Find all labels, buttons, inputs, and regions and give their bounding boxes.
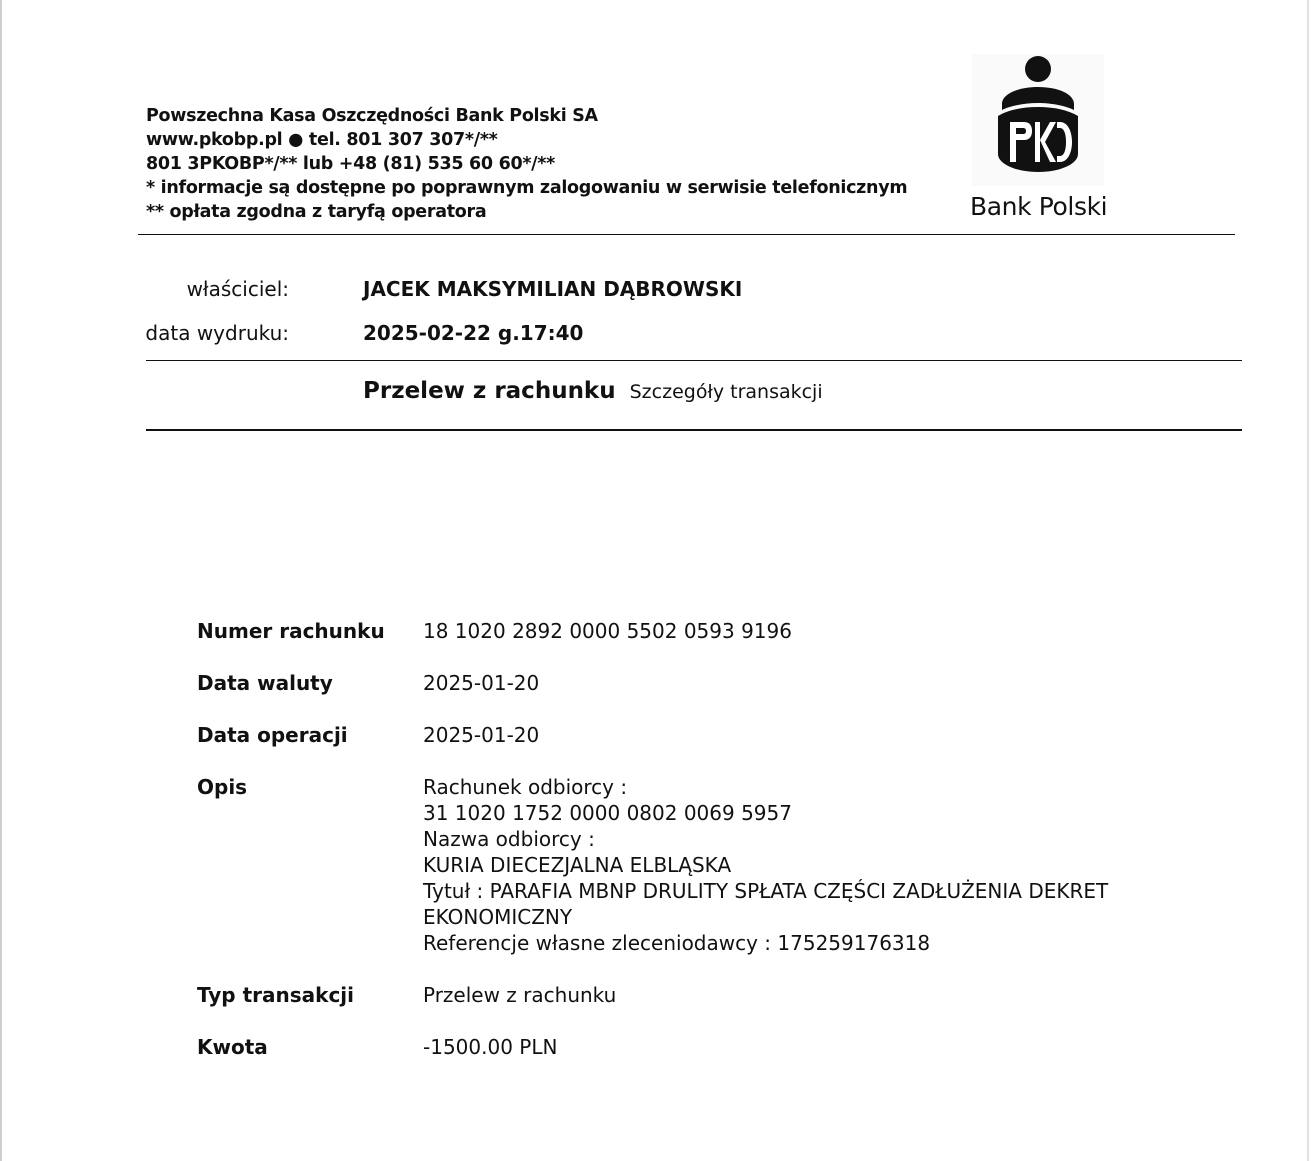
description-line: Referencje własne zleceniodawcy : 175259176318 xyxy=(423,931,931,955)
bank-logo xyxy=(970,52,1106,222)
detail-row-amount xyxy=(197,1034,1197,1060)
section-heading xyxy=(363,378,823,404)
logo-brand-text: Bank Polski xyxy=(970,192,1108,221)
pko-piggy-logo-icon xyxy=(994,54,1082,178)
amount-label: Kwota xyxy=(197,1035,268,1059)
print-date-label: data wydruku: xyxy=(145,321,289,345)
detail-row-description xyxy=(197,774,1197,956)
description-value xyxy=(423,774,1108,956)
transaction-type-label: Typ transakcji xyxy=(197,983,355,1007)
value-date-value: 2025-01-20 xyxy=(423,671,540,695)
description-line: 31 1020 1752 0000 0802 0069 5957 xyxy=(423,801,792,825)
detail-row-operation-date xyxy=(197,722,1197,748)
section-divider xyxy=(146,429,1242,431)
transaction-type-value: Przelew z rachunku xyxy=(423,983,617,1007)
description-line: EKONOMICZNY xyxy=(423,905,573,929)
transaction-details xyxy=(197,618,1197,1086)
description-line: KURIA DIECEZJALNA ELBLĄSKA xyxy=(423,853,732,877)
print-date-value: 2025-02-22 g.17:40 xyxy=(363,321,584,345)
account-number-label: Numer rachunku xyxy=(197,619,385,643)
bank-name: Powszechna Kasa Oszczędności Bank Polski SA xyxy=(146,106,598,126)
account-number-value: 18 1020 2892 0000 5502 0593 9196 xyxy=(423,619,792,643)
detail-row-account-number xyxy=(197,618,1197,644)
operation-date-value: 2025-01-20 xyxy=(423,723,540,747)
bank-website-phone: www.pkobp.pl ● tel. 801 307 307*/** xyxy=(146,130,498,150)
bank-contact-info xyxy=(146,104,907,224)
header-divider xyxy=(138,234,1235,235)
bank-phone-alt: 801 3PKOBP*/** lub +48 (81) 535 60 60*/** xyxy=(146,154,555,174)
description-line: Nazwa odbiorcy : xyxy=(423,827,595,851)
description-line: Tytuł : PARAFIA MBNP DRULITY SPŁATA CZĘŚCI ZADŁUŻENIA DEKRET xyxy=(423,879,1109,903)
description-line: Rachunek odbiorcy : xyxy=(423,775,628,799)
owner-value: JACEK MAKSYMILIAN DĄBROWSKI xyxy=(363,277,743,301)
detail-row-value-date xyxy=(197,670,1197,696)
meta-divider xyxy=(146,360,1242,361)
bank-footnote-1: * informacje są dostępne po poprawnym zalogowaniu w serwisie telefonicznym xyxy=(146,178,908,198)
amount-value: -1500.00 PLN xyxy=(423,1035,558,1059)
detail-row-transaction-type xyxy=(197,982,1197,1008)
description-label: Opis xyxy=(197,775,248,799)
section-title: Przelew z rachunku xyxy=(363,378,616,404)
section-subtitle: Szczegóły transakcji xyxy=(629,381,823,403)
bank-footnote-2: ** opłata zgodna z taryfą operatora xyxy=(146,202,487,222)
value-date-label: Data waluty xyxy=(197,671,333,695)
operation-date-label: Data operacji xyxy=(197,723,348,747)
owner-label: właściciel: xyxy=(186,277,289,301)
